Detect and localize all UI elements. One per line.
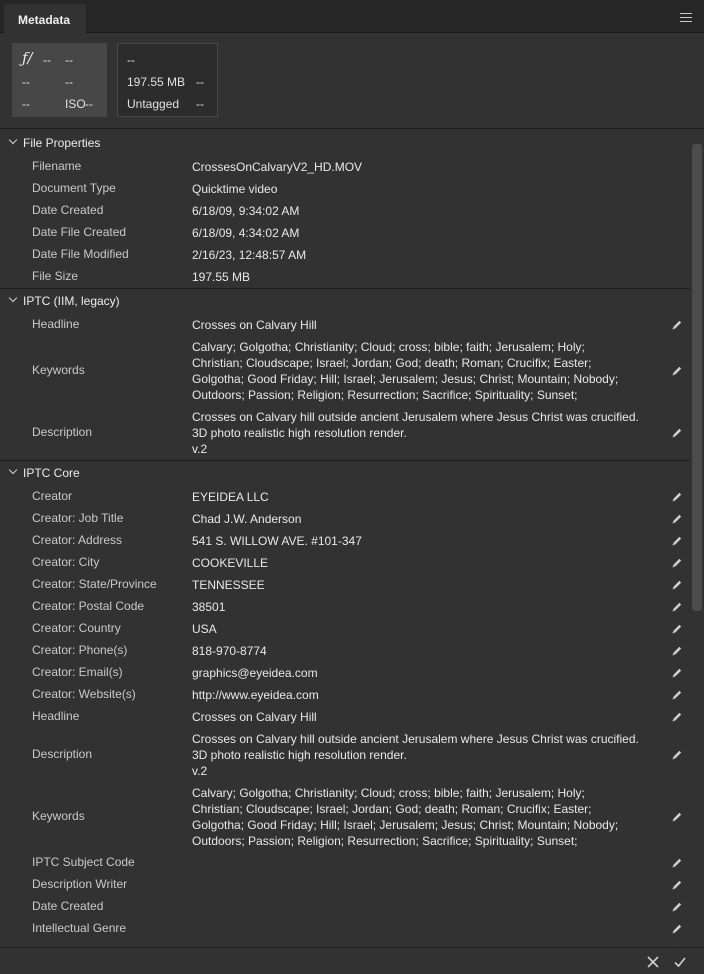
field-label: Headline bbox=[32, 317, 80, 331]
value-line: Outdoors; Passion; Religion; Resurrection; Sacrifice; Spirituality; Sunset; bbox=[192, 834, 578, 848]
field-value[interactable]: 38501 bbox=[192, 600, 226, 614]
scrollbar-thumb[interactable] bbox=[692, 144, 702, 611]
field-label: Creator: Phone(s) bbox=[32, 643, 128, 657]
value-line: 3D photo realistic high resolution render. bbox=[192, 426, 407, 440]
field-label: Creator: City bbox=[32, 555, 100, 569]
field-label: Creator: Email(s) bbox=[32, 665, 123, 679]
value-line: Golgotha; Good Friday; Hill; Israel; Jerusalem; Jesus; Christ; Mountain; Nobody; bbox=[192, 818, 619, 832]
field-label: Keywords bbox=[32, 363, 85, 377]
field-value[interactable] bbox=[192, 409, 670, 457]
field-value[interactable]: USA bbox=[192, 622, 217, 636]
summary-color-extra: -- bbox=[196, 97, 204, 111]
field-value[interactable] bbox=[192, 339, 670, 403]
field-label: Creator bbox=[32, 489, 73, 503]
value-line: v.2 bbox=[192, 764, 208, 778]
pencil-icon[interactable] bbox=[671, 557, 683, 569]
field-value[interactable]: TENNESSEE bbox=[192, 578, 265, 592]
metadata-panel bbox=[0, 33, 704, 974]
pencil-icon[interactable] bbox=[671, 811, 683, 823]
pencil-icon[interactable] bbox=[671, 645, 683, 657]
section-iptc-legacy[interactable] bbox=[0, 289, 690, 313]
section-title: IPTC Core bbox=[23, 466, 80, 480]
pencil-icon[interactable] bbox=[671, 513, 683, 525]
pencil-icon[interactable] bbox=[671, 857, 683, 869]
summary-color: Untagged bbox=[127, 97, 180, 111]
value-line: 3D photo realistic high resolution render. bbox=[192, 748, 407, 762]
camera-r2c1: -- bbox=[22, 75, 30, 89]
field-value[interactable]: Chad J.W. Anderson bbox=[192, 512, 302, 526]
camera-data-box bbox=[12, 43, 107, 117]
field-value[interactable] bbox=[192, 731, 670, 779]
chevron-down-icon bbox=[9, 137, 18, 146]
field-value: CrossesOnCalvaryV2_HD.MOV bbox=[192, 160, 363, 174]
field-label: Description bbox=[32, 747, 93, 761]
pencil-icon[interactable] bbox=[671, 711, 683, 723]
metadata-scroll-area[interactable] bbox=[0, 128, 704, 947]
pencil-icon[interactable] bbox=[671, 319, 683, 331]
value-line: Crosses on Calvary hill outside ancient Jerusalem where Jesus Christ was crucified. bbox=[192, 732, 639, 746]
pencil-icon[interactable] bbox=[671, 535, 683, 547]
value-line: Golgotha; Good Friday; Hill; Israel; Jerusalem; Jesus; Christ; Mountain; Nobody; bbox=[192, 372, 619, 386]
chevron-down-icon bbox=[9, 467, 18, 476]
pencil-icon[interactable] bbox=[671, 365, 683, 377]
field-label: Description bbox=[32, 425, 93, 439]
summary-size: 197.55 MB bbox=[127, 75, 186, 89]
field-label: Filename bbox=[32, 159, 82, 173]
field-value[interactable]: http://www.eyeidea.com bbox=[192, 688, 319, 702]
field-label: Keywords bbox=[32, 809, 85, 823]
pencil-icon[interactable] bbox=[671, 689, 683, 701]
field-value[interactable]: COOKEVILLE bbox=[192, 556, 269, 570]
close-icon[interactable] bbox=[646, 955, 660, 969]
pencil-icon[interactable] bbox=[671, 667, 683, 679]
field-value[interactable]: 541 S. WILLOW AVE. #101-347 bbox=[192, 534, 362, 548]
pencil-icon[interactable] bbox=[671, 749, 683, 761]
field-label: Document Type bbox=[32, 181, 116, 195]
value-line: v.2 bbox=[192, 442, 208, 456]
pencil-icon[interactable] bbox=[671, 427, 683, 439]
field-label: IPTC Subject Code bbox=[32, 855, 135, 869]
section-title: IPTC (IIM, legacy) bbox=[23, 294, 120, 308]
panel-tabbar bbox=[0, 0, 704, 33]
field-label: Headline bbox=[32, 709, 80, 723]
field-value: Quicktime video bbox=[192, 182, 278, 196]
field-label: Date File Created bbox=[32, 225, 127, 239]
fstop-symbol: ƒ/ bbox=[22, 49, 33, 67]
field-value: 197.55 MB bbox=[192, 270, 251, 284]
field-value: 6/18/09, 9:34:02 AM bbox=[192, 204, 300, 218]
field-label: Creator: Postal Code bbox=[32, 599, 145, 613]
hamburger-icon[interactable] bbox=[680, 13, 692, 22]
pencil-icon[interactable] bbox=[671, 601, 683, 613]
field-value[interactable]: Crosses on Calvary Hill bbox=[192, 710, 317, 724]
exposure-value: -- bbox=[65, 53, 73, 67]
camera-r3c1: -- bbox=[22, 97, 30, 111]
field-value[interactable]: Crosses on Calvary Hill bbox=[192, 318, 317, 332]
field-label: Creator: Address bbox=[32, 533, 123, 547]
pencil-icon[interactable] bbox=[671, 623, 683, 635]
pencil-icon[interactable] bbox=[671, 879, 683, 891]
pencil-icon[interactable] bbox=[671, 579, 683, 591]
field-label: Date File Modified bbox=[32, 247, 129, 261]
panel-footer bbox=[0, 947, 704, 974]
field-label: Description Writer bbox=[32, 877, 128, 891]
value-line: Crosses on Calvary hill outside ancient Jerusalem where Jesus Christ was crucified. bbox=[192, 410, 639, 424]
field-label: Creator: State/Province bbox=[32, 577, 157, 591]
field-label: Date Created bbox=[32, 203, 104, 217]
value-line: Outdoors; Passion; Religion; Resurrection; Sacrifice; Spirituality; Sunset; bbox=[192, 388, 578, 402]
field-value[interactable]: graphics@eyeidea.com bbox=[192, 666, 318, 680]
value-line: Calvary; Golgotha; Christianity; Cloud; cross; bible; faith; Jerusalem; Holy; bbox=[192, 786, 585, 800]
field-value: 2/16/23, 12:48:57 AM bbox=[192, 248, 307, 262]
field-label: Creator: Job Title bbox=[32, 511, 124, 525]
camera-r2c2: -- bbox=[65, 75, 73, 89]
value-line: Christian; Cloudscape; Israel; Jordan; God; death; Roman; Crucifix; Easter; bbox=[192, 802, 592, 816]
chevron-down-icon bbox=[9, 295, 18, 304]
pencil-icon[interactable] bbox=[671, 491, 683, 503]
file-summary-box bbox=[117, 43, 218, 117]
iso-label: ISO bbox=[65, 97, 86, 111]
field-value[interactable]: EYEIDEA LLC bbox=[192, 490, 269, 504]
field-label: Intellectual Genre bbox=[32, 921, 127, 935]
section-iptc-core[interactable] bbox=[0, 461, 690, 485]
field-label: Creator: Website(s) bbox=[32, 687, 136, 701]
pencil-icon[interactable] bbox=[671, 901, 683, 913]
fstop-value: -- bbox=[43, 53, 51, 67]
field-label: Date Created bbox=[32, 899, 104, 913]
section-title: File Properties bbox=[23, 136, 101, 150]
summary-r1: -- bbox=[127, 53, 135, 67]
pencil-icon[interactable] bbox=[671, 923, 683, 935]
section-file-properties[interactable] bbox=[0, 131, 690, 155]
value-line: Calvary; Golgotha; Christianity; Cloud; cross; bible; faith; Jerusalem; Holy; bbox=[192, 340, 585, 354]
field-value[interactable] bbox=[192, 785, 670, 849]
value-line: Christian; Cloudscape; Israel; Jordan; God; death; Roman; Crucifix; Easter; bbox=[192, 356, 592, 370]
tab-metadata[interactable]: Metadata bbox=[4, 4, 86, 34]
field-value: 6/18/09, 4:34:02 AM bbox=[192, 226, 300, 240]
field-label: File Size bbox=[32, 269, 79, 283]
summary-size-extra: -- bbox=[196, 75, 204, 89]
field-label: Creator: Country bbox=[32, 621, 121, 635]
field-value[interactable]: 818-970-8774 bbox=[192, 644, 267, 658]
checkmark-icon[interactable] bbox=[673, 955, 687, 969]
iso-value: -- bbox=[85, 97, 93, 111]
